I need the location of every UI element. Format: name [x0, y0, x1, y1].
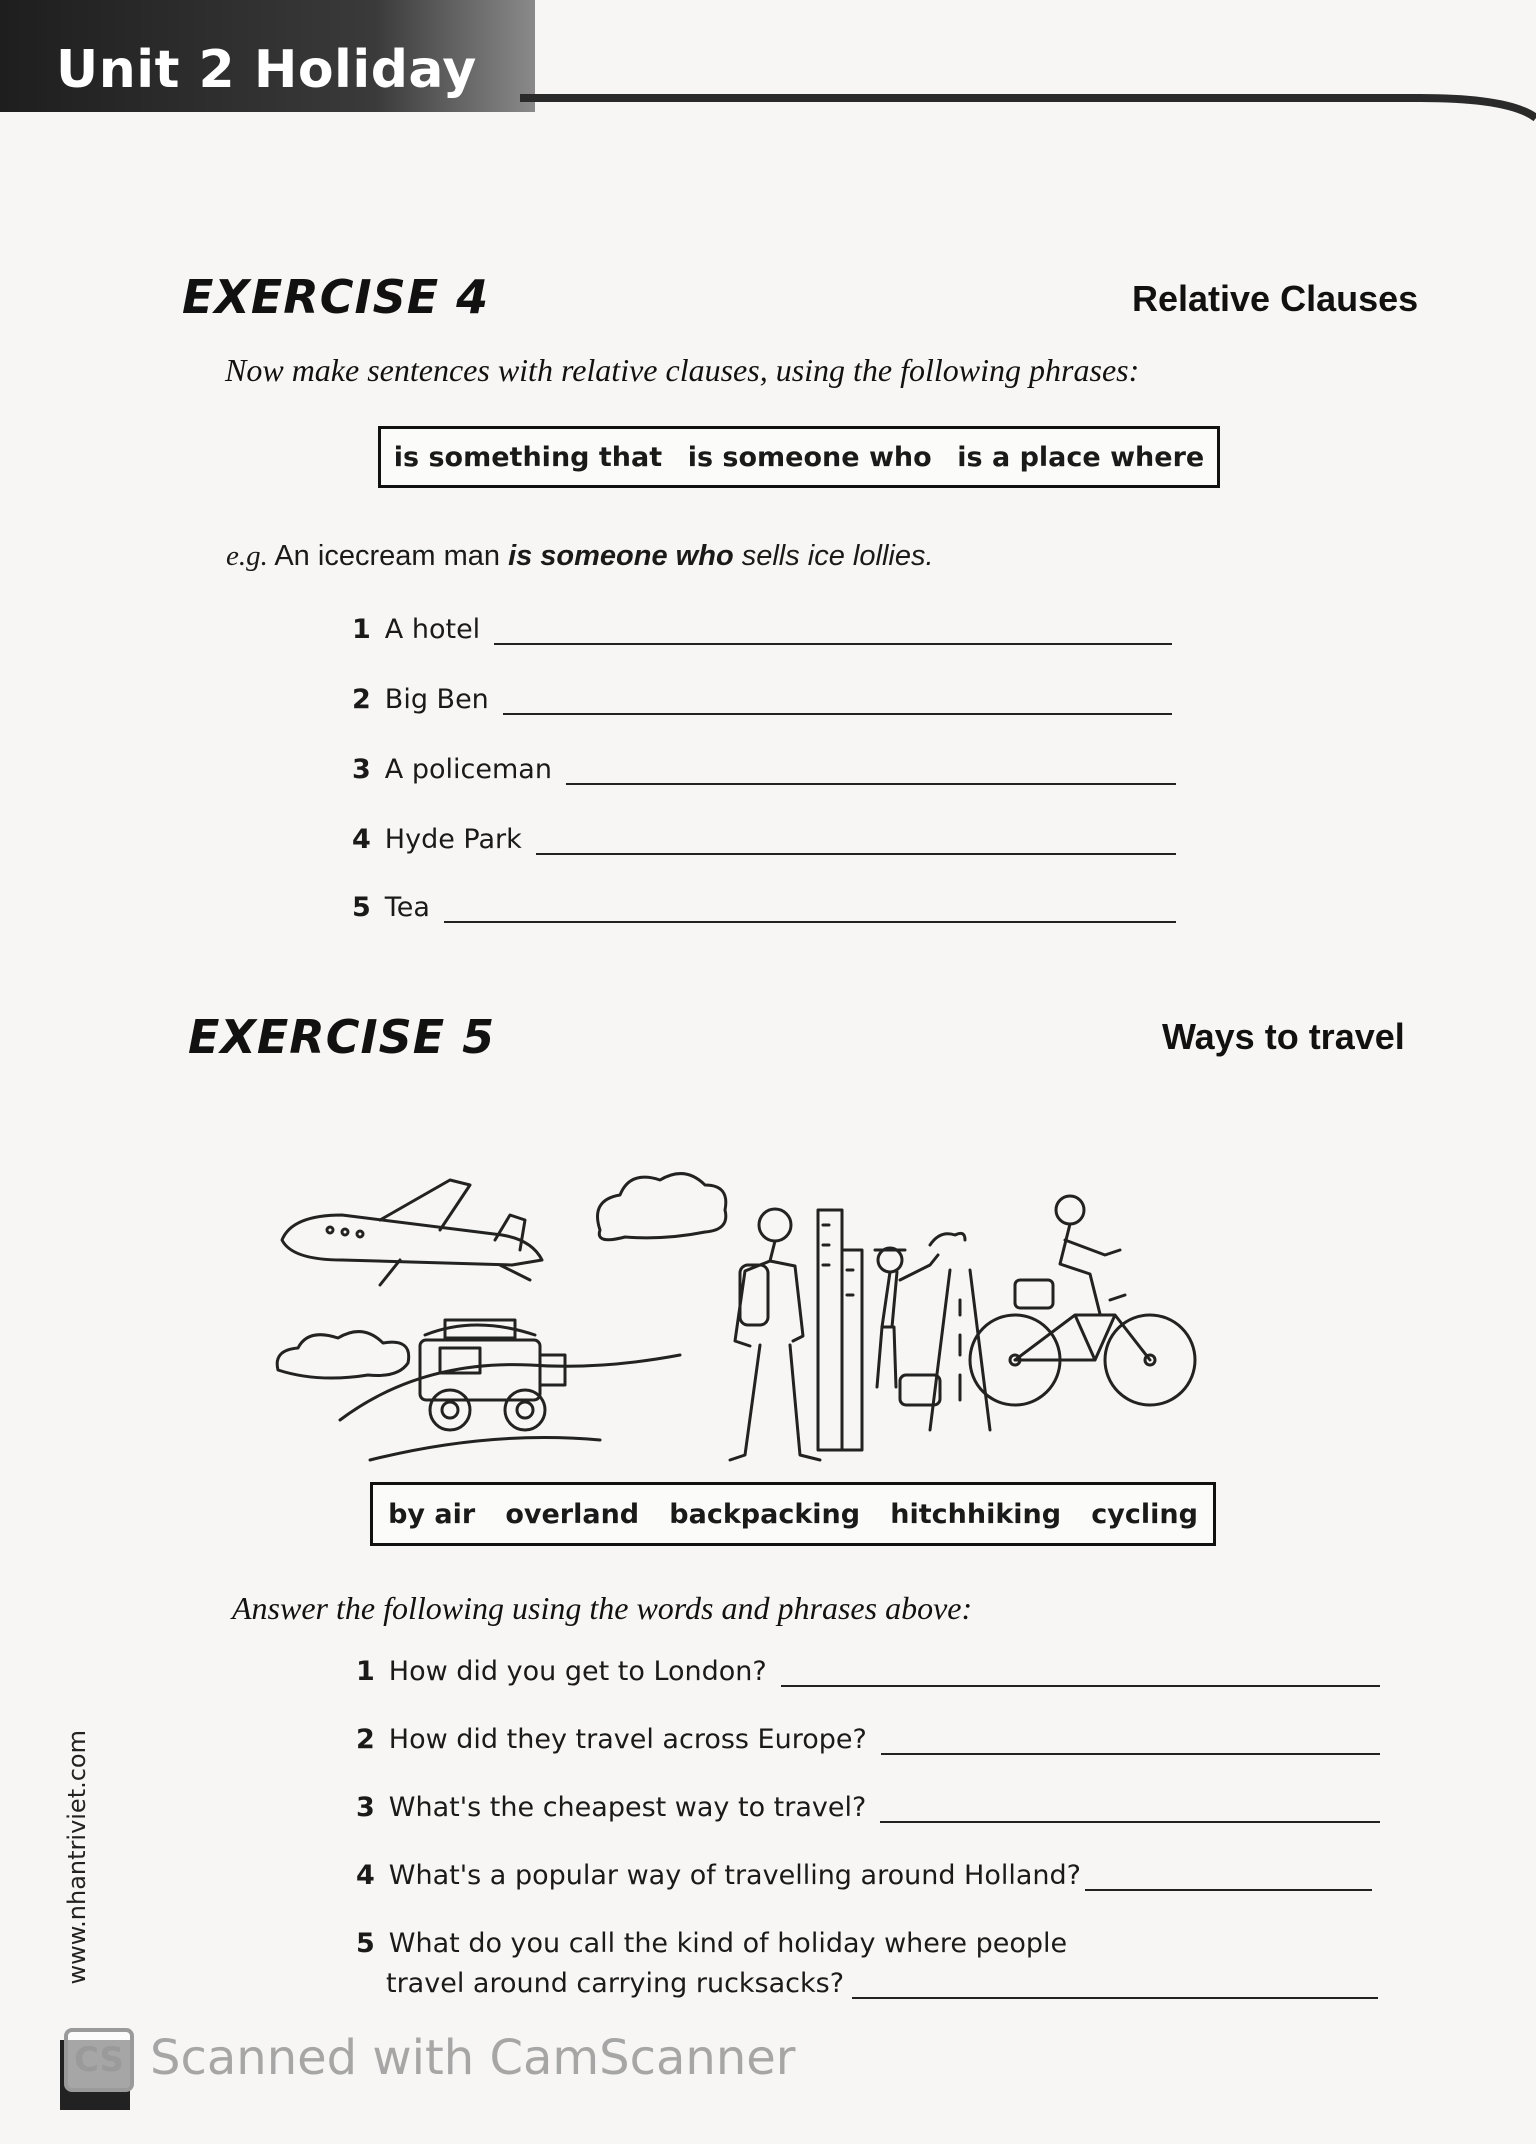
camscanner-text: Scanned with CamScanner [150, 2030, 796, 2086]
answer-blank[interactable] [494, 619, 1172, 645]
phrase-1: is something that [393, 441, 663, 473]
answer-blank[interactable] [503, 689, 1172, 715]
exercise4-item: 3 A policeman [352, 754, 1176, 785]
answer-blank[interactable] [566, 759, 1176, 785]
exercise4-item: 5 Tea [352, 892, 1176, 923]
jeep-icon [420, 1320, 565, 1430]
cyclist-icon [970, 1196, 1195, 1405]
example-sentence [226, 540, 934, 573]
exercise5-question: 3 What's the cheapest way to travel? [356, 1792, 1380, 1823]
unit-title: Unit 2 Holiday [56, 40, 477, 100]
exercise5-topic: Ways to travel [1162, 1016, 1405, 1057]
travel-word-3: backpacking [669, 1498, 861, 1530]
camscanner-logo: CS [64, 2028, 134, 2092]
exercise5-question: 1 How did you get to London? [356, 1656, 1380, 1687]
exercise4-topic: Relative Clauses [1132, 278, 1419, 319]
phrase-2: is someone who [687, 441, 932, 473]
exercise4-item: 1 A hotel [352, 614, 1172, 645]
answer-blank[interactable] [881, 1729, 1380, 1755]
travel-word-2: overland [505, 1498, 640, 1530]
exercise5-question-cont: travel around carrying rucksacks? [386, 1968, 1378, 1999]
hitchhiker-icon [875, 1233, 965, 1405]
exercise4-item: 2 Big Ben [352, 684, 1172, 715]
website-watermark: www.nhantriviet.com [63, 1730, 91, 1985]
exercise5-question: 4 What's a popular way of travelling around Holland? [356, 1860, 1372, 1891]
airplane-icon [282, 1180, 542, 1285]
travel-illustration [270, 1170, 1230, 1470]
example-phrase: is someone who [508, 540, 734, 572]
road-icon [930, 1270, 990, 1430]
exercise5-instruction: Answer the following using the words and phrases above: [232, 1590, 973, 1626]
example-subject: An icecream man [274, 540, 500, 572]
header-rule [520, 88, 1536, 128]
answer-blank[interactable] [781, 1661, 1380, 1687]
exercise4-instruction: Now make sentences with relative clauses, using the following phrases: [225, 352, 1140, 388]
travel-word-4: hitchhiking [890, 1498, 1062, 1530]
backpacker-icon [730, 1209, 820, 1460]
exercise5-question: 2 How did they travel across Europe? [356, 1724, 1380, 1755]
phrase-box [378, 426, 1220, 488]
answer-blank[interactable] [1085, 1865, 1372, 1891]
cloud-icon [277, 1332, 409, 1378]
cloud-icon [598, 1174, 726, 1240]
travel-word-1: by air [388, 1498, 476, 1530]
travel-word-5: cycling [1091, 1498, 1198, 1530]
answer-blank[interactable] [880, 1797, 1380, 1823]
city-buildings-icon [818, 1210, 862, 1450]
exercise5-question: 5 What do you call the kind of holiday where people [356, 1928, 1068, 1959]
exercise4-item: 4 Hyde Park [352, 824, 1176, 855]
example-rest: sells ice lollies. [741, 540, 934, 572]
answer-blank[interactable] [536, 829, 1176, 855]
exercise4-heading: EXERCISE 4 [182, 270, 490, 324]
answer-blank[interactable] [444, 897, 1176, 923]
phrase-3: is a place where [957, 441, 1205, 473]
example-prefix: e.g. [226, 540, 268, 572]
answer-blank[interactable] [852, 1973, 1378, 1999]
travel-words-box [370, 1482, 1216, 1546]
exercise5-heading: EXERCISE 5 [188, 1010, 496, 1064]
